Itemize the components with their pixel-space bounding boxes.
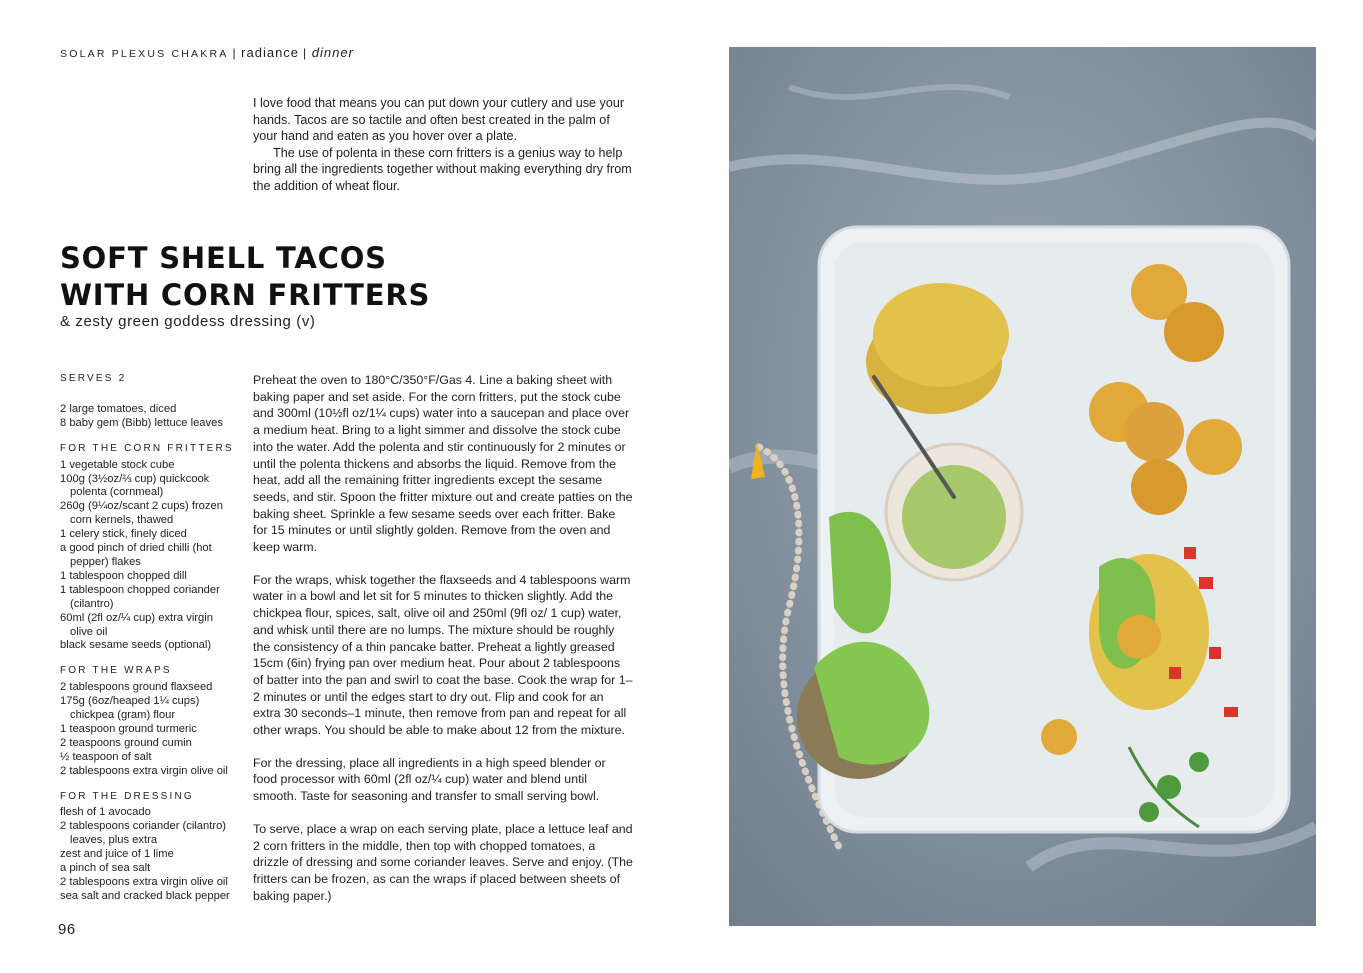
ingredient-line: 1 vegetable stock cube [60, 458, 175, 471]
ingredient-group-base [60, 403, 240, 431]
corn-fritter [1124, 402, 1184, 462]
recipe-title-line: SOFT SHELL TACOS [60, 241, 387, 275]
recipe-title-line: WITH CORN FRITTERS [60, 278, 431, 312]
intro-paragraph: The use of polenta in these corn fritters is a genius way to help bring all the ingredients together without making everything dry from the addition of wheat flour. [253, 145, 632, 193]
ingredient-line: 1 tablespoon chopped dill [60, 569, 187, 582]
ingredient-line: 1 teaspoon ground turmeric [60, 722, 197, 735]
ingredient-group-wraps [60, 681, 240, 778]
method-text [253, 372, 633, 920]
food-photo [729, 47, 1316, 926]
running-head-theme: radiance [241, 45, 300, 60]
ingredient-line: 2 tablespoons ground flaxseed [60, 681, 213, 694]
ingredient-line: polenta (cornmeal) [70, 486, 164, 499]
tomato-dice [1199, 577, 1213, 589]
tortilla [873, 283, 1009, 387]
ingredient-heading-wraps: FOR THE WRAPS [60, 665, 172, 677]
running-head-separator: | [303, 46, 308, 60]
ingredient-group-corn-fritters [60, 459, 240, 654]
coriander-leaf [1157, 775, 1181, 799]
green-dressing [902, 465, 1006, 569]
ingredient-line: 100g (3½oz/⅔ cup) quickcook [60, 472, 210, 485]
ingredient-line: a pinch of sea salt [60, 862, 151, 875]
coriander-leaf [1139, 802, 1159, 822]
ingredient-line: 2 tablespoons extra virgin olive oil [60, 876, 228, 888]
ingredient-line: chickpea (gram) flour [70, 709, 176, 722]
tomato-dice [1184, 547, 1196, 559]
ingredient-line: zest and juice of 1 lime [60, 848, 174, 861]
ingredient-line: 2 tablespoons coriander (cilantro) [60, 820, 227, 833]
ingredient-line: 1 celery stick, finely diced [60, 528, 187, 541]
ingredient-line: 260g (9¼oz/scant 2 cups) frozen [60, 500, 223, 513]
running-head [60, 45, 354, 60]
tomato-dice [1209, 647, 1221, 659]
ingredient-line: flesh of 1 avocado [60, 806, 151, 819]
ingredient-heading-dressing: FOR THE DRESSING [60, 790, 194, 802]
coriander-leaf [1189, 752, 1209, 772]
ingredient-line: ½ teaspoon of salt [60, 750, 152, 763]
running-head-section: SOLAR PLEXUS CHAKRA [60, 48, 229, 60]
ingredient-line: 60ml (2fl oz/¼ cup) extra virgin [60, 611, 213, 624]
page-number: 96 [58, 921, 76, 938]
recipe-title [60, 240, 660, 314]
ingredient-line: (cilantro) [70, 597, 114, 610]
method-paragraph: For the dressing, place all ingredients in a high speed blender or food processor with 60ml (2fl oz/¼ cup) water and blend until smooth. Taste for seasoning and transfer to small serving bowl. [253, 755, 606, 804]
intro-paragraph: I love food that means you can put down your cutlery and use your hands. Tacos are so tactile and often best created in the palm of your hand and eaten as you hover over a plate. [253, 96, 625, 144]
corn-fritter [1164, 302, 1224, 362]
ingredient-line: 175g (6oz/heaped 1¼ cups) [60, 695, 200, 708]
corn-fritter [1131, 459, 1187, 515]
method-paragraph: To serve, place a wrap on each serving plate, place a lettuce leaf and 2 corn fritters in the middle, then top with chopped tomatoes, a drizzle of dressing and some coriander leaves. Serve and enjoy. (The fritters can be frozen, as can the wraps if placed between sheets of baking paper.) [253, 821, 633, 903]
ingredient-line: pepper) flakes [70, 555, 141, 568]
serves-label: SERVES 2 [60, 373, 127, 384]
ingredient-line: 8 baby gem (Bibb) lettuce leaves [60, 416, 223, 429]
ingredient-line: 2 teaspoons ground cumin [60, 736, 192, 749]
method-paragraph: For the wraps, whisk together the flaxseeds and 4 tablespoons warm water in a bowl and let sit for 5 minutes to thicken slightly. Add the chickpea flour, spices, salt, olive oil and 250ml (9fl oz/ 1 cup) water, and whisk until there are no lumps. The mixture should be roughly the consistency of a thin pancake batter. Preheat a lightly greased 15cm (6in) frying pan over medium heat. Pour about 2 tablespoons of batter into the pan and swirl to coat the base. Cook the wrap for 1–2 minutes or until the edges start to dry out. Flip and cook for an extra 30 seconds–1 minute, then remove from pan and repeat for all other wraps. You should be able to make about 12 from the mixture. [253, 572, 633, 738]
tomato-dice [1169, 667, 1181, 679]
ingredients-list [60, 372, 240, 904]
running-head-separator: | [232, 46, 238, 60]
ingredient-heading-corn-fritters: FOR THE CORN FRITTERS [60, 442, 234, 454]
ingredient-line: a good pinch of dried chilli (hot [60, 542, 212, 555]
ingredient-line: leaves, plus extra [70, 834, 158, 847]
ingredient-line: sea salt and cracked black pepper [60, 889, 230, 902]
corn-fritter [1186, 419, 1242, 475]
tomato-dice [1224, 707, 1238, 717]
corn-fritter [1041, 719, 1077, 755]
running-head-meal: dinner [311, 45, 354, 60]
ingredient-line: corn kernels, thawed [70, 514, 174, 527]
food-photo-illustration [729, 47, 1316, 926]
corn-fritter [1117, 615, 1161, 659]
ingredient-line: 1 tablespoon chopped coriander [60, 583, 220, 596]
ingredient-group-dressing [60, 806, 240, 903]
intro-text [253, 95, 633, 195]
ingredient-line: olive oil [70, 625, 108, 638]
ingredient-line: 2 tablespoons extra virgin olive oil [60, 764, 228, 777]
recipe-subtitle: & zesty green goddess dressing (v) [60, 313, 316, 330]
method-paragraph: Preheat the oven to 180°C/350°F/Gas 4. Line a baking sheet with baking paper and set aside. For the corn fritters, put the stock cube and 300ml (10½fl oz/1¼ cups) water into a saucepan and place over a medium heat. Bring to a light simmer and dissolve the stock cube into the water. Add the polenta and stir continuously for 2 minutes or until the polenta thickens and absorbs the liquid. Remove from the heat, add all the remaining fritter ingredients except the sesame seeds, and stir. Spoon the fritter mixture out and create patties on the baking sheet. Sprinkle a few sesame seeds over each fritter. Bake for 15 minutes or until slightly golden. Remove from the oven and keep warm. [253, 373, 633, 555]
ingredient-line: 2 large tomatoes, diced [60, 402, 177, 415]
ingredient-line: black sesame seeds (optional) [60, 639, 212, 652]
